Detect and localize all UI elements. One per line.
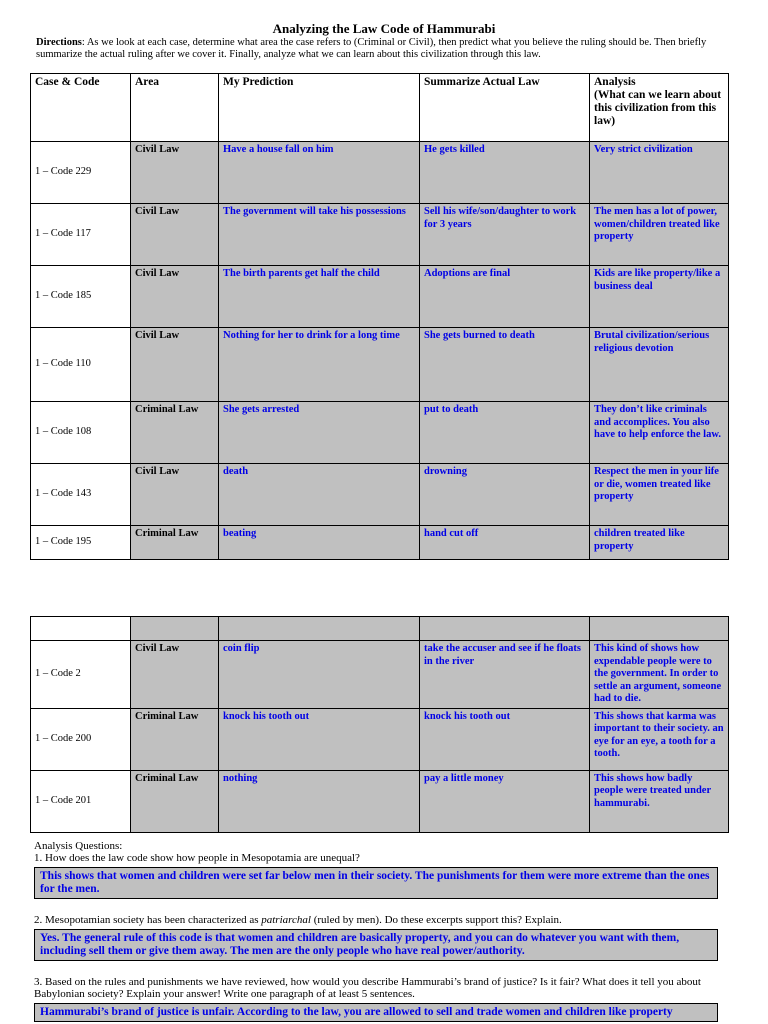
table-row [31,770,729,832]
table-row [31,402,729,464]
area-cell[interactable]: Criminal Law [131,770,219,832]
blank-cell[interactable] [420,617,590,641]
prediction-cell[interactable]: coin flip [219,641,420,709]
prediction-cell[interactable]: She gets arrested [219,402,420,464]
prediction-cell[interactable]: Nothing for her to drink for a long time [219,328,420,402]
area-cell[interactable]: Civil Law [131,641,219,709]
header-area: Area [131,74,219,142]
table-row [31,266,729,328]
area-cell[interactable]: Civil Law [131,328,219,402]
area-cell[interactable]: Criminal Law [131,708,219,770]
answer-3-box[interactable]: Hammurabi’s brand of justice is unfair. According to the law, you are allowed to sell and trade women and children like property [34,1003,718,1022]
area-cell[interactable]: Criminal Law [131,526,219,560]
table-1-body [31,142,729,560]
area-cell[interactable]: Civil Law [131,464,219,526]
table-row [31,641,729,709]
area-cell[interactable]: Civil Law [131,266,219,328]
table-header-row [31,74,729,142]
actual-law-cell[interactable]: hand cut off [420,526,590,560]
analysis-cell[interactable]: This shows how badly people were treated under hammurabi. [590,770,729,832]
actual-law-cell[interactable]: pay a little money [420,770,590,832]
case-code-cell: 1 – Code 200 [31,708,131,770]
blank-cell[interactable] [219,617,420,641]
prediction-cell[interactable]: beating [219,526,420,560]
table-row [31,328,729,402]
table-row [31,142,729,204]
header-actual-law: Summarize Actual Law [420,74,590,142]
question-1-text: 1. How does the law code show how people in Mesopotamia are unequal? [34,852,360,864]
case-code-cell: 1 – Code 229 [31,142,131,204]
directions-text [36,37,736,61]
analysis-cell[interactable]: Respect the men in your life or die, women treated like property [590,464,729,526]
case-code-cell: 1 – Code 201 [31,770,131,832]
area-cell[interactable]: Civil Law [131,142,219,204]
case-code-cell: 1 – Code 143 [31,464,131,526]
actual-law-cell[interactable]: Sell his wife/son/daughter to work for 3 years [420,204,590,266]
answer-1-box[interactable]: This shows that women and children were set far below men in their society. The punishments for them were more extreme than the ones for the men. [34,867,718,899]
actual-law-cell[interactable]: He gets killed [420,142,590,204]
question-2-part: 2. Mesopotamian society has been characterized as [34,914,262,926]
blank-cell[interactable] [31,617,131,641]
question-3-text: 3. Based on the rules and punishments we have reviewed, how would you describe Hammurabi’s brand of justice? Is it fair? What does it tell you about Babylonian society? Explain your answer! Write one paragraph of at least 5 sentences. [34,976,701,1000]
case-code-cell: 1 – Code 108 [31,402,131,464]
analysis-cell[interactable]: Brutal civilization/serious religious devotion [590,328,729,402]
prediction-cell[interactable]: death [219,464,420,526]
law-table-1 [30,73,729,560]
case-code-cell: 1 – Code 117 [31,204,131,266]
case-code-cell: 1 – Code 195 [31,526,131,560]
table-2-blank-row [31,617,729,641]
analysis-cell[interactable]: Kids are like property/like a business deal [590,266,729,328]
analysis-cell[interactable]: This shows that karma was important to their society. an eye for an eye, a tooth for a tooth. [590,708,729,770]
case-code-cell: 1 – Code 185 [31,266,131,328]
case-code-cell: 1 – Code 110 [31,328,131,402]
table-2-body [31,641,729,833]
prediction-cell[interactable]: Have a house fall on him [219,142,420,204]
actual-law-cell[interactable]: Adoptions are final [420,266,590,328]
area-cell[interactable]: Civil Law [131,204,219,266]
case-code-cell: 1 – Code 2 [31,641,131,709]
analysis-cell[interactable]: They don’t like criminals and accomplices. You also have to help enforce the law. [590,402,729,464]
directions-label: Directions [36,37,82,48]
question-2-italic: patriarchal [261,914,311,926]
actual-law-cell[interactable]: She gets burned to death [420,328,590,402]
header-my-prediction: My Prediction [219,74,420,142]
prediction-cell[interactable]: The birth parents get half the child [219,266,420,328]
actual-law-cell[interactable]: put to death [420,402,590,464]
blank-cell[interactable] [590,617,729,641]
actual-law-cell[interactable]: knock his tooth out [420,708,590,770]
table-row [31,708,729,770]
analysis-cell[interactable]: children treated like property [590,526,729,560]
header-case-code: Case & Code [31,74,131,142]
table-row [31,526,729,560]
analysis-cell[interactable]: The men has a lot of power, women/children treated like property [590,204,729,266]
table-row [31,204,729,266]
prediction-cell[interactable]: nothing [219,770,420,832]
analysis-cell[interactable]: Very strict civilization [590,142,729,204]
actual-law-cell[interactable]: drowning [420,464,590,526]
prediction-cell[interactable]: The government will take his possessions [219,204,420,266]
analysis-cell[interactable]: This kind of shows how expendable people were to the government. In order to settle an argument, someone had to die. [590,641,729,709]
prediction-cell[interactable]: knock his tooth out [219,708,420,770]
blank-cell[interactable] [131,617,219,641]
page-title: Analyzing the Law Code of Hammurabi [272,21,496,36]
analysis-heading: Analysis Questions: [34,840,123,852]
table-row [31,464,729,526]
question-2-text [34,914,734,926]
question-2-part: (ruled by men). Do these excerpts support this? Explain. [310,914,562,926]
law-table-2 [30,616,729,833]
actual-law-cell[interactable]: take the accuser and see if he floats in the river [420,641,590,709]
directions-body: : As we look at each case, determine what area the case refers to (Criminal or Civil), then predict what you believe the ruling should be. Then briefly summarize the actual ruling after we cover it. Finally, analyze what we can learn about this civilization through this law. [36,37,707,60]
analysis-questions [34,840,734,1022]
area-cell[interactable]: Criminal Law [131,402,219,464]
answer-2-box[interactable]: Yes. The general rule of this code is that women and children are basically property, and you can do whatever you want with them, including sell them or give them away. The men are the only people who have real power/authority. [34,929,718,961]
header-analysis: Analysis (What can we learn about this civilization from this law) [590,74,729,142]
